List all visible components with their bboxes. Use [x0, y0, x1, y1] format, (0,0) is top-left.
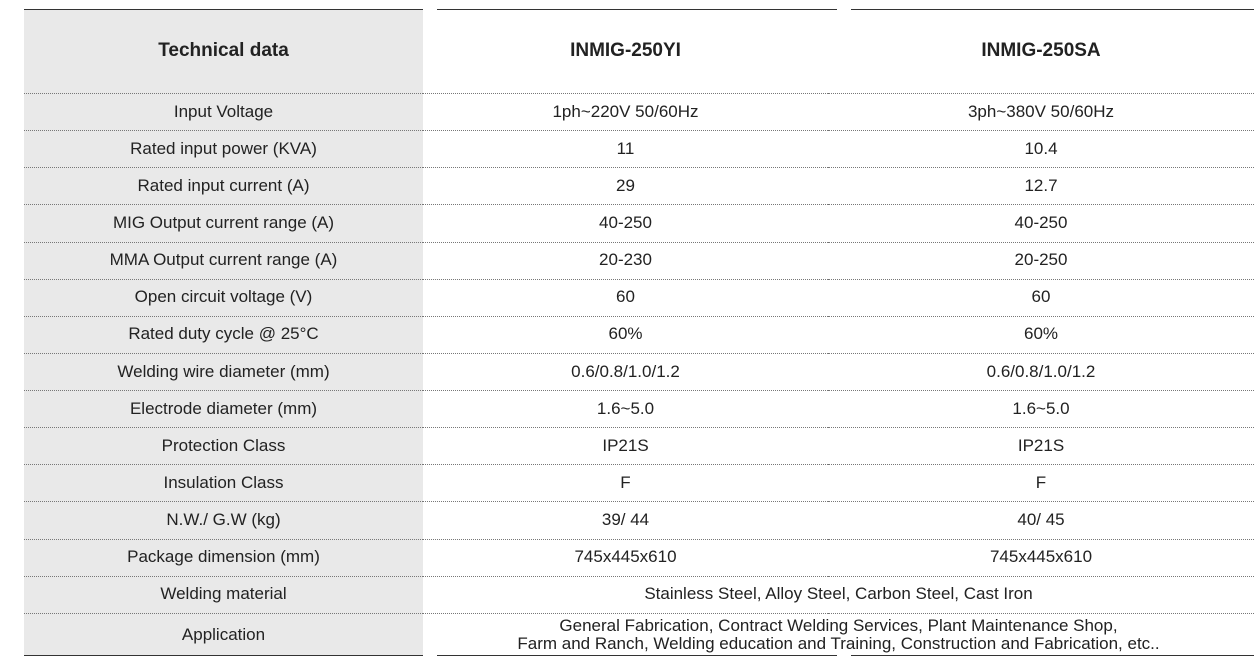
row-value-a: 1ph~220V 50/60Hz [423, 94, 828, 131]
row-value-b: 12.7 [828, 168, 1254, 205]
row-value-a: 29 [423, 168, 828, 205]
table-row [24, 391, 1254, 428]
row-value-b: 40/ 45 [828, 502, 1254, 539]
row-label: MIG Output current range (A) [24, 205, 423, 242]
application-label: Application [181, 624, 266, 644]
row-label: Package dimension (mm) [24, 539, 423, 576]
row-value-b: 10.4 [828, 131, 1254, 168]
application-value [423, 613, 1254, 656]
table-row [24, 316, 1254, 353]
row-label: Open circuit voltage (V) [24, 279, 423, 316]
row-value-a: IP21S [423, 428, 828, 465]
table-row [24, 242, 1254, 279]
row-value-b: 20-250 [828, 242, 1254, 279]
table-row [24, 205, 1254, 242]
row-value-b: F [828, 465, 1254, 502]
table-row [24, 539, 1254, 576]
table-row [24, 502, 1254, 539]
table-row [24, 131, 1254, 168]
row-value-a: 0.6/0.8/1.0/1.2 [423, 353, 828, 390]
header-model-a: INMIG-250YI [423, 9, 828, 94]
row-label: Welding wire diameter (mm) [24, 353, 423, 390]
table-row [24, 353, 1254, 390]
row-label: Rated duty cycle @ 25°C [24, 316, 423, 353]
technical-data-table [24, 9, 1254, 656]
row-label: MMA Output current range (A) [24, 242, 423, 279]
application-line-1: General Fabrication, Contract Welding Services, Plant Maintenance Shop, [559, 616, 1118, 636]
table-header-row [24, 9, 1254, 94]
row-label: Insulation Class [24, 465, 423, 502]
row-value-a: 60% [423, 316, 828, 353]
row-value-b: 3ph~380V 50/60Hz [828, 94, 1254, 131]
row-value-b: 745x445x610 [828, 539, 1254, 576]
row-label: Rated input power (KVA) [24, 131, 423, 168]
row-value-a: F [423, 465, 828, 502]
row-value-b: 0.6/0.8/1.0/1.2 [828, 353, 1254, 390]
spec-sheet [24, 9, 1254, 656]
row-label: N.W./ G.W (kg) [24, 502, 423, 539]
header-technical-data: Technical data [24, 9, 423, 94]
row-label: Input Voltage [24, 94, 423, 131]
row-value-a: 39/ 44 [423, 502, 828, 539]
row-label: Protection Class [24, 428, 423, 465]
table-row [24, 94, 1254, 131]
row-value-a: 20-230 [423, 242, 828, 279]
row-value-b: IP21S [828, 428, 1254, 465]
row-label: Electrode diameter (mm) [24, 391, 423, 428]
application-row [24, 613, 1254, 656]
table-row [24, 465, 1254, 502]
table-row [24, 428, 1254, 465]
row-value-b: 60 [828, 279, 1254, 316]
row-value-a: 745x445x610 [423, 539, 828, 576]
row-value-b: 1.6~5.0 [828, 391, 1254, 428]
row-value-a: 60 [423, 279, 828, 316]
row-value-a: 40-250 [423, 205, 828, 242]
header-model-b: INMIG-250SA [828, 9, 1254, 94]
welding-material-row [24, 576, 1254, 613]
row-value-b: 60% [828, 316, 1254, 353]
row-value-a: 1.6~5.0 [423, 391, 828, 428]
table-row [24, 279, 1254, 316]
welding-material-label: Welding material [24, 576, 423, 613]
table-row [24, 168, 1254, 205]
application-line-2: Farm and Ranch, Welding education and Training, Construction and Fabrication, etc.. [517, 633, 1160, 653]
row-value-b: 40-250 [828, 205, 1254, 242]
welding-material-value: Stainless Steel, Alloy Steel, Carbon Steel, Cast Iron [423, 576, 1254, 613]
row-label: Rated input current (A) [24, 168, 423, 205]
row-value-a: 11 [423, 131, 828, 168]
